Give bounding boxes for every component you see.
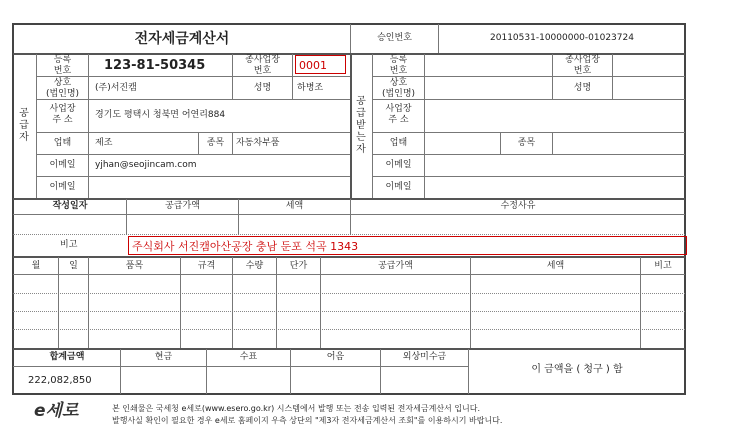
credit-label: 외상미수금 (402, 352, 447, 362)
invoice-title: 전자세금계산서 (134, 31, 230, 47)
receiver-branch-label: 종사업장 번호 (565, 55, 600, 76)
col-tax: 세액 (546, 261, 565, 271)
promissory-note-label: 어음 (326, 352, 345, 362)
receiver-address-label: 사업장 주 소 (385, 104, 412, 125)
supplier-item-label: 종목 (206, 138, 225, 148)
supplier-side-label: 공급자 (19, 108, 29, 143)
col-unit-price: 단가 (289, 261, 308, 271)
receiver-biz-type-label: 업태 (389, 138, 408, 148)
receiver-reg-no-label: 등록 번호 (389, 55, 408, 76)
receiver-item-label: 종목 (517, 138, 536, 148)
supplier-reg-no-label: 등록 번호 (53, 55, 72, 76)
supplier-reg-no: 123-81-50345 (104, 58, 206, 73)
supplier-biz-type: 제조 (95, 138, 113, 148)
claim-text: 이 금액을 ( 청구 ) 함 (531, 364, 623, 375)
col-month: 월 (31, 261, 41, 271)
supplier-biz-type-label: 업태 (53, 138, 72, 148)
supplier-branch-number: 0001 (295, 55, 346, 74)
note-label: 비고 (60, 240, 78, 250)
supplier-company-label: 상호 (법인명) (45, 78, 80, 99)
receiver-email-label: 이메일 (385, 160, 412, 170)
receiver-side-label: 공급받는자 (356, 96, 366, 155)
total-amount: 222,082,850 (28, 375, 92, 386)
footer-line-1: 본 인쇄물은 국세청 e세로(www.esero.go.kr) 시스템에서 발행 또는 전송 입력된 전자세금계산서 입니다. (112, 404, 481, 413)
col-day: 일 (69, 261, 78, 271)
supplier-address-label: 사업장 주 소 (49, 104, 76, 125)
total-amount-label: 합계금액 (49, 352, 85, 362)
supplier-name-label: 성명 (253, 83, 272, 93)
cash-label: 현금 (154, 352, 173, 362)
supplier-company: (주)서진캠 (95, 83, 137, 93)
supplier-item: 자동차부품 (236, 138, 280, 148)
date-label: 작성일자 (52, 201, 88, 211)
supplier-email-label: 이메일 (49, 160, 76, 170)
footer-line-2: 발행사실 확인이 필요한 경우 e세로 홈페이지 우측 상단의 "제3자 전자세금계산서 조회"를 이용하시기 바랍니다. (112, 416, 503, 425)
supplier-name: 하병조 (297, 83, 324, 93)
supplier-email: yjhan@seojincam.com (95, 160, 197, 170)
check-label: 수표 (239, 352, 258, 362)
col-note: 비고 (654, 261, 672, 271)
revision-reason-label: 수정사유 (500, 201, 536, 211)
supplier-email2-label: 이메일 (49, 182, 76, 192)
tax-amount-label: 세액 (285, 201, 304, 211)
col-supply-amount: 공급가액 (378, 261, 413, 271)
receiver-name-label: 성명 (573, 83, 592, 93)
col-spec: 규격 (197, 261, 216, 271)
supply-amount-label: 공급가액 (165, 201, 200, 211)
approval-number-label: 승인번호 (377, 33, 412, 43)
esero-logo: e세로 (34, 401, 79, 421)
receiver-company-label: 상호 (법인명) (381, 78, 416, 99)
supplier-address: 경기도 평택시 청북면 어연리884 (95, 110, 226, 120)
col-qty: 수량 (245, 261, 264, 271)
col-item: 품목 (125, 261, 144, 271)
receiver-email2-label: 이메일 (385, 182, 412, 192)
approval-number: 20110531-10000000-01023724 (490, 33, 634, 43)
note-field: 주식회사 서진캠아산공장 충남 둔포 석곡 1343 (128, 236, 687, 255)
supplier-branch-label: 종사업장 번호 (245, 55, 280, 76)
